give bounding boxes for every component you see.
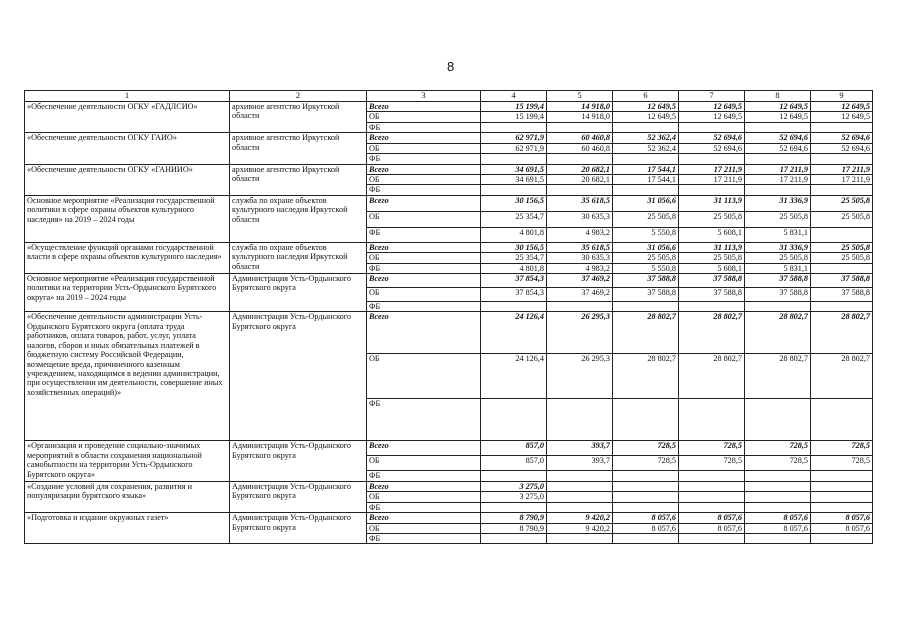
amount-cell: 28 802,7 <box>745 312 811 354</box>
amount-cell: 20 682,1 <box>547 164 613 174</box>
amount-cell: 17 211,9 <box>811 164 873 174</box>
amount-cell <box>547 399 613 441</box>
amount-cell: 8 057,6 <box>745 513 811 523</box>
amount-cell: 15 199,4 <box>481 102 547 112</box>
amount-cell <box>679 471 745 481</box>
amount-cell: 5 608,1 <box>679 227 745 242</box>
amount-cell <box>481 302 547 312</box>
amount-cell: 4 983,2 <box>547 227 613 242</box>
amount-cell: 728,5 <box>745 441 811 456</box>
funding-source-cell: ФБ <box>367 227 481 242</box>
amount-cell: 28 802,7 <box>811 312 873 354</box>
amount-cell: 37 588,8 <box>811 288 873 302</box>
header-cell: 6 <box>613 91 679 102</box>
amount-cell <box>679 399 745 441</box>
amount-cell: 17 211,9 <box>745 164 811 174</box>
amount-cell: 37 854,3 <box>481 274 547 288</box>
amount-cell: 62 971,9 <box>481 133 547 143</box>
amount-cell: 25 505,8 <box>811 253 873 263</box>
executor-cell: Администрация Усть-Ордынского Бурятского округа <box>230 274 367 312</box>
amount-cell: 20 682,1 <box>547 174 613 184</box>
amount-cell: 728,5 <box>811 441 873 456</box>
header-cell: 7 <box>679 91 745 102</box>
table-row <box>25 513 873 523</box>
amount-cell <box>679 534 745 544</box>
funding-source-cell: Всего <box>367 274 481 288</box>
amount-cell: 5 831,1 <box>745 227 811 242</box>
amount-cell: 30 635,3 <box>547 211 613 227</box>
funding-source-cell: ФБ <box>367 302 481 312</box>
amount-cell: 17 211,9 <box>679 174 745 184</box>
executor-cell: архивное агентство Иркутской области <box>230 133 367 164</box>
amount-cell: 17 211,9 <box>811 174 873 184</box>
header-cell: 1 <box>25 91 230 102</box>
funding-source-cell: ФБ <box>367 185 481 195</box>
amount-cell: 4 801,8 <box>481 227 547 242</box>
amount-cell: 8 057,6 <box>811 523 873 533</box>
amount-cell <box>811 502 873 512</box>
executor-cell: архивное агентство Иркутской области <box>230 164 367 195</box>
amount-cell: 25 505,8 <box>745 211 811 227</box>
amount-cell: 52 694,6 <box>679 143 745 153</box>
amount-cell: 62 971,9 <box>481 143 547 153</box>
amount-cell <box>679 154 745 164</box>
amount-cell <box>613 502 679 512</box>
amount-cell: 30 635,3 <box>547 253 613 263</box>
activity-name-cell: «Обеспечение деятельности администрации Усть-Ордынского Бурятского округа (оплата труда работников, оплата товаров, работ, услуг, уплата налогов, сборов и иных обязательных платежей в бюджетную систему Российской Федерации, возмещение вреда, причиненного казенным учреждением, находящимся в ведении администрации, при осуществлении им деятельности, совершение иных хозяйственных операций)» <box>25 312 230 441</box>
amount-cell <box>811 534 873 544</box>
funding-source-cell: ОБ <box>367 288 481 302</box>
amount-cell <box>745 492 811 502</box>
amount-cell: 728,5 <box>613 441 679 456</box>
amount-cell <box>481 185 547 195</box>
amount-cell: 28 802,7 <box>613 354 679 399</box>
table-row <box>25 441 873 456</box>
amount-cell <box>613 481 679 491</box>
activity-name-cell: «Организация и проведение социально-значимых мероприятий в области сохранения национальной самобытности на территории Усть-Ордынского Бурятского округа» <box>25 441 230 481</box>
amount-cell: 37 854,3 <box>481 288 547 302</box>
amount-cell: 31 336,9 <box>745 242 811 252</box>
amount-cell: 34 691,5 <box>481 174 547 184</box>
amount-cell: 37 588,8 <box>613 274 679 288</box>
amount-cell: 12 649,5 <box>613 112 679 122</box>
header-row <box>25 91 873 102</box>
amount-cell: 60 460,8 <box>547 133 613 143</box>
amount-cell <box>547 502 613 512</box>
amount-cell: 3 275,0 <box>481 492 547 502</box>
table-row <box>25 102 873 112</box>
amount-cell: 52 362,4 <box>613 143 679 153</box>
table-row <box>25 164 873 174</box>
amount-cell: 8 790,9 <box>481 513 547 523</box>
amount-cell: 4 801,8 <box>481 263 547 273</box>
amount-cell: 26 295,3 <box>547 354 613 399</box>
amount-cell: 8 057,6 <box>679 513 745 523</box>
table-row <box>25 481 873 491</box>
amount-cell <box>811 227 873 242</box>
amount-cell: 31 056,6 <box>613 195 679 211</box>
amount-cell <box>745 534 811 544</box>
amount-cell <box>811 302 873 312</box>
funding-source-cell: ОБ <box>367 492 481 502</box>
amount-cell <box>679 492 745 502</box>
amount-cell: 12 649,5 <box>745 102 811 112</box>
header-cell: 8 <box>745 91 811 102</box>
funding-source-cell: ОБ <box>367 456 481 471</box>
amount-cell: 31 113,9 <box>679 195 745 211</box>
table-row <box>25 242 873 252</box>
amount-cell <box>745 471 811 481</box>
amount-cell: 25 505,8 <box>745 253 811 263</box>
amount-cell: 857,0 <box>481 441 547 456</box>
amount-cell: 17 544,1 <box>613 174 679 184</box>
amount-cell: 28 802,7 <box>811 354 873 399</box>
amount-cell: 37 588,8 <box>811 274 873 288</box>
amount-cell: 15 199,4 <box>481 112 547 122</box>
amount-cell: 9 420,2 <box>547 513 613 523</box>
funding-source-cell: Всего <box>367 195 481 211</box>
amount-cell <box>679 302 745 312</box>
amount-cell: 28 802,7 <box>745 354 811 399</box>
amount-cell: 12 649,5 <box>613 102 679 112</box>
amount-cell <box>811 122 873 132</box>
table-row <box>25 133 873 143</box>
amount-cell: 5 550,8 <box>613 227 679 242</box>
amount-cell: 37 588,8 <box>745 288 811 302</box>
table-row <box>25 195 873 211</box>
header-cell: 9 <box>811 91 873 102</box>
amount-cell: 8 790,9 <box>481 523 547 533</box>
amount-cell: 5 550,8 <box>613 263 679 273</box>
amount-cell <box>481 471 547 481</box>
amount-cell: 31 056,6 <box>613 242 679 252</box>
funding-source-cell: ФБ <box>367 154 481 164</box>
amount-cell <box>547 534 613 544</box>
amount-cell: 5 831,1 <box>745 263 811 273</box>
funding-source-cell: Всего <box>367 133 481 143</box>
amount-cell: 52 694,6 <box>745 143 811 153</box>
table-row <box>25 274 873 288</box>
amount-cell: 728,5 <box>679 456 745 471</box>
funding-source-cell: ФБ <box>367 399 481 441</box>
amount-cell: 25 505,8 <box>811 242 873 252</box>
amount-cell: 52 694,6 <box>679 133 745 143</box>
amount-cell <box>547 154 613 164</box>
amount-cell <box>547 471 613 481</box>
funding-source-cell: Всего <box>367 441 481 456</box>
activity-name-cell: «Осуществление функций органами государственной власти в сфере охраны объектов культурного наследия» <box>25 242 230 273</box>
amount-cell: 8 057,6 <box>679 523 745 533</box>
amount-cell <box>745 154 811 164</box>
amount-cell <box>745 481 811 491</box>
amount-cell: 30 156,5 <box>481 242 547 252</box>
amount-cell: 8 057,6 <box>613 523 679 533</box>
amount-cell: 25 505,8 <box>613 211 679 227</box>
amount-cell: 52 694,6 <box>745 133 811 143</box>
activity-name-cell: «Подготовка и издание окружных газет» <box>25 513 230 544</box>
amount-cell <box>679 122 745 132</box>
amount-cell: 35 618,5 <box>547 242 613 252</box>
amount-cell: 25 505,8 <box>679 253 745 263</box>
funding-source-cell: ФБ <box>367 263 481 273</box>
amount-cell <box>547 481 613 491</box>
amount-cell: 26 295,3 <box>547 312 613 354</box>
funding-source-cell: Всего <box>367 513 481 523</box>
amount-cell <box>613 302 679 312</box>
funding-source-cell: ОБ <box>367 143 481 153</box>
funding-source-cell: Всего <box>367 312 481 354</box>
amount-cell: 34 691,5 <box>481 164 547 174</box>
executor-cell: Администрация Усть-Ордынского Бурятского округа <box>230 312 367 441</box>
activity-name-cell: Основное мероприятие «Реализация государственной политики на территории Усть-Ордынского Бурятского округа» на 2019 – 2024 годы <box>25 274 230 312</box>
amount-cell: 24 126,4 <box>481 354 547 399</box>
amount-cell: 12 649,5 <box>811 112 873 122</box>
amount-cell: 52 694,6 <box>811 133 873 143</box>
amount-cell: 728,5 <box>679 441 745 456</box>
amount-cell: 25 354,7 <box>481 253 547 263</box>
amount-cell: 728,5 <box>613 456 679 471</box>
executor-cell: служба по охране объектов культурного наследия Иркутской области <box>230 195 367 242</box>
amount-cell <box>613 399 679 441</box>
amount-cell: 728,5 <box>811 456 873 471</box>
header-cell: 4 <box>481 91 547 102</box>
amount-cell: 25 505,8 <box>811 211 873 227</box>
amount-cell: 35 618,5 <box>547 195 613 211</box>
funding-source-cell: Всего <box>367 102 481 112</box>
funding-source-cell: ОБ <box>367 174 481 184</box>
amount-cell: 28 802,7 <box>679 354 745 399</box>
amount-cell: 52 694,6 <box>811 143 873 153</box>
amount-cell <box>679 481 745 491</box>
funding-source-cell: Всего <box>367 242 481 252</box>
amount-cell <box>811 185 873 195</box>
activity-name-cell: «Обеспечение деятельности ОГКУ «ГАНИИО» <box>25 164 230 195</box>
amount-cell: 52 362,4 <box>613 133 679 143</box>
activity-name-cell: «Обеспечение деятельности ОГКУ «ГАДЛСИО» <box>25 102 230 133</box>
amount-cell: 393,7 <box>547 456 613 471</box>
amount-cell: 9 420,2 <box>547 523 613 533</box>
amount-cell: 37 469,2 <box>547 274 613 288</box>
amount-cell: 31 336,9 <box>745 195 811 211</box>
funding-source-cell: ОБ <box>367 112 481 122</box>
executor-cell: Администрация Усть-Ордынского Бурятского округа <box>230 441 367 481</box>
amount-cell <box>613 154 679 164</box>
amount-cell <box>745 185 811 195</box>
amount-cell <box>613 492 679 502</box>
funding-source-cell: ФБ <box>367 471 481 481</box>
amount-cell: 28 802,7 <box>613 312 679 354</box>
amount-cell: 25 505,8 <box>613 253 679 263</box>
amount-cell: 8 057,6 <box>811 513 873 523</box>
amount-cell <box>811 492 873 502</box>
amount-cell <box>481 399 547 441</box>
funding-source-cell: ОБ <box>367 523 481 533</box>
amount-cell <box>481 502 547 512</box>
amount-cell: 17 211,9 <box>679 164 745 174</box>
amount-cell <box>811 471 873 481</box>
amount-cell: 12 649,5 <box>745 112 811 122</box>
amount-cell: 25 505,8 <box>679 211 745 227</box>
amount-cell <box>745 122 811 132</box>
amount-cell: 12 649,5 <box>811 102 873 112</box>
header-cell: 2 <box>230 91 367 102</box>
amount-cell: 30 156,5 <box>481 195 547 211</box>
amount-cell: 14 918,0 <box>547 102 613 112</box>
amount-cell: 4 983,2 <box>547 263 613 273</box>
amount-cell <box>547 185 613 195</box>
amount-cell: 28 802,7 <box>679 312 745 354</box>
amount-cell: 14 918,0 <box>547 112 613 122</box>
amount-cell <box>745 302 811 312</box>
amount-cell: 17 211,9 <box>745 174 811 184</box>
executor-cell: архивное агентство Иркутской области <box>230 102 367 133</box>
amount-cell <box>811 154 873 164</box>
amount-cell: 393,7 <box>547 441 613 456</box>
executor-cell: Администрация Усть-Ордынского Бурятского округа <box>230 513 367 544</box>
amount-cell <box>679 502 745 512</box>
amount-cell <box>481 154 547 164</box>
funding-source-cell: ОБ <box>367 253 481 263</box>
amount-cell: 5 608,1 <box>679 263 745 273</box>
amount-cell: 17 544,1 <box>613 164 679 174</box>
amount-cell <box>613 185 679 195</box>
executor-cell: служба по охране объектов культурного наследия Иркутской области <box>230 242 367 273</box>
amount-cell <box>613 534 679 544</box>
amount-cell: 25 505,8 <box>811 195 873 211</box>
amount-cell: 12 649,5 <box>679 102 745 112</box>
funding-source-cell: ФБ <box>367 534 481 544</box>
amount-cell: 37 469,2 <box>547 288 613 302</box>
amount-cell: 60 460,8 <box>547 143 613 153</box>
amount-cell: 25 354,7 <box>481 211 547 227</box>
amount-cell <box>679 185 745 195</box>
amount-cell: 37 588,8 <box>745 274 811 288</box>
amount-cell <box>547 302 613 312</box>
funding-source-cell: Всего <box>367 164 481 174</box>
amount-cell: 728,5 <box>745 456 811 471</box>
amount-cell <box>811 399 873 441</box>
activity-name-cell: «Обеспечение деятельности ОГКУ ГАИО» <box>25 133 230 164</box>
amount-cell <box>745 399 811 441</box>
funding-source-cell: ФБ <box>367 122 481 132</box>
amount-cell <box>547 492 613 502</box>
amount-cell <box>613 471 679 481</box>
activity-name-cell: «Создание условий для сохранения, развития и популяризации бурятского языка» <box>25 481 230 512</box>
amount-cell <box>547 122 613 132</box>
amount-cell <box>481 122 547 132</box>
amount-cell <box>481 534 547 544</box>
funding-source-cell: ОБ <box>367 354 481 399</box>
table-row <box>25 312 873 354</box>
amount-cell: 37 588,8 <box>613 288 679 302</box>
amount-cell: 857,0 <box>481 456 547 471</box>
activity-name-cell: Основное мероприятие «Реализация государственной политики в сфере охраны объектов культурного наследия» на 2019 – 2024 годы <box>25 195 230 242</box>
header-cell: 5 <box>547 91 613 102</box>
funding-source-cell: Всего <box>367 481 481 491</box>
amount-cell: 8 057,6 <box>745 523 811 533</box>
amount-cell: 3 275,0 <box>481 481 547 491</box>
budget-table <box>24 90 873 544</box>
page-number: 8 <box>447 59 455 74</box>
amount-cell: 24 126,4 <box>481 312 547 354</box>
funding-source-cell: ФБ <box>367 502 481 512</box>
amount-cell <box>613 122 679 132</box>
amount-cell: 8 057,6 <box>613 513 679 523</box>
executor-cell: Администрация Усть-Ордынского Бурятского округа <box>230 481 367 512</box>
amount-cell: 37 588,8 <box>679 274 745 288</box>
amount-cell: 12 649,5 <box>679 112 745 122</box>
amount-cell <box>811 481 873 491</box>
funding-source-cell: ОБ <box>367 211 481 227</box>
amount-cell <box>745 502 811 512</box>
amount-cell: 37 588,8 <box>679 288 745 302</box>
header-cell: 3 <box>367 91 481 102</box>
amount-cell: 31 113,9 <box>679 242 745 252</box>
amount-cell <box>811 263 873 273</box>
